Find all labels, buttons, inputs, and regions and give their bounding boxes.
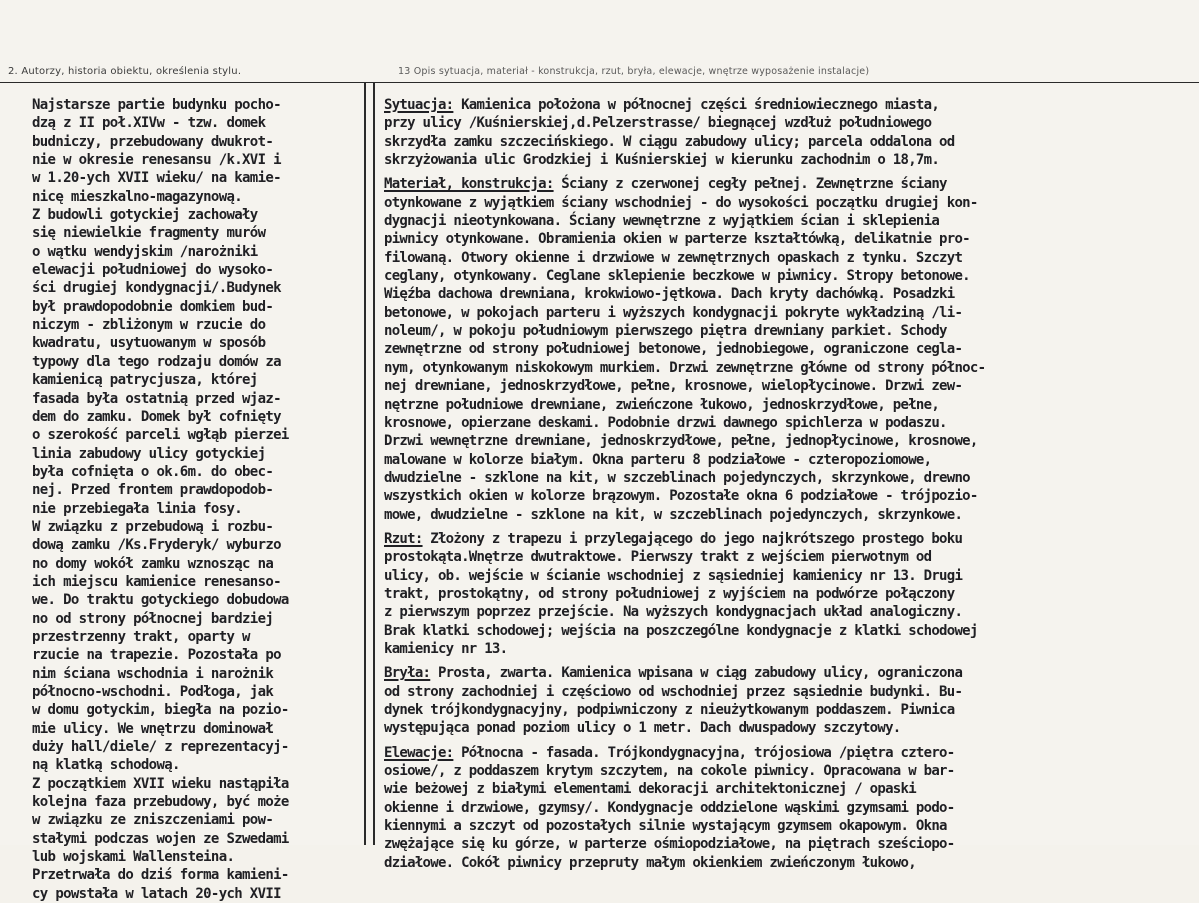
text-line: stałymi podczas wojen ze Szwedami <box>32 830 289 847</box>
section-first-line <box>384 175 1196 193</box>
text-line: w domu gotyckim, biegła na pozio- <box>32 702 289 719</box>
text-line: dem do zamku. Domek był cofnięty <box>32 408 281 425</box>
text-line: od strony zachodniej i częściowo od wschodniej przez sąsiednie budynki. Bu- <box>384 683 963 700</box>
section-first-line <box>384 96 1196 114</box>
text-line: działowe. Cokół piwnicy przepruty małym okienkiem zwieńczonym łukowo, <box>384 854 916 871</box>
text-line: rzucie na trapezie. Pozostała po <box>32 647 281 664</box>
text-line: dynek trójkondygnacyjny, podpiwniczony z nieużytkowanym poddaszem. Piwnica <box>384 702 955 718</box>
text-line: ulicy, ob. wejście w ścianie wschodniej z sąsiedniej kamienicy nr 13. Drugi <box>384 567 963 584</box>
section-heading: Materiał, konstrukcja: <box>384 176 554 193</box>
section-elewacje <box>384 744 1196 872</box>
text-line: o wątku wendyjskim /narożniki <box>32 243 258 260</box>
text-line: dzą z II poł.XIVw - tzw. domek <box>32 115 266 132</box>
text-line: W związku z przebudową i rozbu- <box>32 518 274 535</box>
text-line: mowe, dwudzielne - szklone na kit, w szczeblinach pojedynczych, skrzynkowe. <box>384 506 963 523</box>
text-line: filowaną. Otwory okienne i drzwiowe w zewnętrznych opaskach z tynku. Szczyt <box>384 249 963 266</box>
description-column <box>384 96 1196 878</box>
text-line: kwadratu, usytuowanym w sposób <box>32 335 266 352</box>
text-line: była cofnięta o ok.6m. do obec- <box>32 463 274 480</box>
text-line: w związku ze zniszczeniami pow- <box>32 812 274 829</box>
section-material <box>384 175 1196 524</box>
text-line: nim ściana wschodnia i narożnik <box>32 665 274 682</box>
section-heading: Sytuacja: <box>384 97 454 113</box>
text-line: noleum/, w pokoju południowym pierwszego piętra drewniany parkiet. Schody <box>384 323 947 340</box>
text-line: duży hall/diele/ z reprezentacyj- <box>32 739 289 756</box>
text-line: wie beżowej z białymi elementami dekoracji architektonicznej / opaski <box>384 781 916 798</box>
header-divider <box>0 82 1199 83</box>
text-line: krosnowe, opierzane deskami. Podobnie drzwi dawnego spichlerza w podaszu. <box>384 414 947 431</box>
text-line: niczym - zbliżonym w rzucie do <box>32 317 266 334</box>
section-heading: Rzut: <box>384 530 423 547</box>
text-line: no od strony północnej bardziej <box>32 610 274 627</box>
text-line: był prawdopodobnie domkiem bud- <box>32 298 274 315</box>
text-line: mie ulicy. We wnętrzu dominował <box>32 720 274 737</box>
text-line: elewacji południowej do wysoko- <box>32 262 274 279</box>
section-sytuacja <box>384 96 1196 169</box>
text-line: dową zamku /Ks.Fryderyk/ wyburzo <box>32 537 281 554</box>
left-column-header: 2. Autorzy, historia obiektu, określenia stylu. <box>8 66 242 77</box>
text-line: z pierwszym poprzez przejście. Na wyższych kondygnacjach układ analogiczny. <box>384 604 963 621</box>
section-heading: Bryła: <box>384 665 431 682</box>
text-line: nym, otynkowanym niskokowym murkiem. Drzwi zewnętrzne główne od strony północ- <box>384 359 986 376</box>
right-column-header: 13 Opis sytuacja, materiał - konstrukcja, rzut, bryła, elewacje, wnętrze wyposażenie instalacje) <box>398 66 870 77</box>
text-line: piwnicy otynkowane. Obramienia okien w parterze kształtówką, delikatnie pro- <box>384 231 970 248</box>
text-line: lub wojskami Wallensteina. <box>32 849 235 866</box>
text-line: kamienicą patrycjusza, której <box>32 372 258 389</box>
text-line: malowane w kolorze białym. Okna parteru 8 podziałowe - czteropoziomowe, <box>384 451 932 468</box>
text-line: we. Do traktu gotyckiego dobudowa <box>32 592 289 609</box>
text-line: dygnacji nieotynkowana. Ściany wewnętrzne z wyjątkiem ścian i sklepienia <box>384 213 940 230</box>
text-line: nie w okresie renesansu /k.XVI i <box>32 152 281 169</box>
column-divider-right <box>373 82 375 845</box>
text-line: północno-wschodni. Podłoga, jak <box>32 684 274 700</box>
text-line: nej drewniane, jednoskrzydłowe, pełne, krosnowe, wielopłycinowe. Drzwi zew- <box>384 378 963 395</box>
text-line: występująca ponad poziom ulicy o 1 metr. Dach dwuspadowy szczytowy. <box>384 720 901 737</box>
text-line: Brak klatki schodowej; wejścia na poszczególne kondygnacje z klatki schodowej <box>384 622 978 639</box>
text-line: Ściany z czerwonej cegły pełnej. Zewnętrzne ściany <box>553 176 947 193</box>
section-first-line <box>384 664 1196 682</box>
section-heading: Elewacje: <box>384 744 454 761</box>
text-line: nej. Przed frontem prawdopodob- <box>32 482 274 499</box>
text-line: skrzyżowania ulic Grodzkiej i Kuśnierskiej w kierunku zachodnim o 18,7m. <box>384 152 940 169</box>
text-line: budniczy, przebudowany dwukrot- <box>32 133 274 150</box>
text-line: Z budowli gotyckiej zachowały <box>32 207 258 224</box>
text-line: kamienicy nr 13. <box>384 640 508 657</box>
text-line: Prosta, zwarta. Kamienica wpisana w ciąg zabudowy ulicy, ograniczona <box>430 665 963 682</box>
text-line: Więźba dachowa drewniana, krokwiowo-jętkowa. Dach kryty dachówką. Posadzki <box>384 286 955 303</box>
text-line: Złożony z trapezu i przylegającego do jego najkrótszego prostego boku <box>422 530 963 547</box>
text-line: Północna - fasada. Trójkondygnacyjna, trójosiowa /piętra cztero- <box>453 744 955 761</box>
text-line: dwudzielne - szklone na kit, w szczeblinach pojedynczych, skrzynkowe, drewno <box>384 469 970 486</box>
text-line: kiennymi a szczyt od pozostałych silnie wystającym gzymsem okapowym. Okna <box>384 818 947 835</box>
text-line: przestrzenny trakt, oparty w <box>32 628 250 645</box>
text-line: ści drugiej kondygnacji/.Budynek <box>32 280 281 297</box>
text-line: nie przebiegała linia fosy. <box>32 500 243 517</box>
text-line: w 1.20-ych XVII wieku/ na kamie- <box>32 170 281 187</box>
text-line: trakt, prostokątny, od strony południowej z wyjściem na podwórze połączony <box>384 585 955 602</box>
text-line: Najstarsze partie budynku pocho- <box>32 97 281 113</box>
text-line: nicę mieszkalno-magazynową. <box>32 188 243 205</box>
text-line: ną klatką schodową. <box>32 757 180 774</box>
section-bryla <box>384 664 1196 737</box>
text-line: skrzydła zamku szczecińskiego. W ciągu zabudowy ulicy; parcela oddalona od <box>384 133 955 150</box>
text-line: Kamienica położona w północnej części średniowiecznego miasta, <box>453 97 940 113</box>
text-line: o szerokość parceli wgłąb pierzei <box>32 427 289 444</box>
text-line: linia zabudowy ulicy gotyckiej <box>32 445 266 462</box>
text-line: Drzwi wewnętrzne drewniane, jednoskrzydłowe, pełne, jednopłycinowe, krosnowe, <box>384 433 978 450</box>
text-line: okienne i drzwiowe, gzymsy/. Kondygnacje oddzielone wąskimi gzymsami podo- <box>384 799 955 816</box>
text-line: otynkowane z wyjątkiem ściany wschodniej - do wysokości początku drugiej kon- <box>384 194 978 211</box>
section-first-line <box>384 744 1196 762</box>
section-first-line <box>384 530 1196 548</box>
history-column <box>32 96 362 903</box>
text-line: betonowe, w pokojach parteru i wyższych kondygnacji pokryte wykładziną /li- <box>384 304 963 321</box>
text-line: nętrzne południowe drewniane, zwieńczone łukowo, jednoskrzydłowe, pełne, <box>384 396 940 413</box>
text-line: prostokąta.Wnętrze dwutraktowe. Pierwszy trakt z wejściem pierwotnym od <box>384 549 932 566</box>
text-line: cy powstała w latach 20-ych XVII <box>32 885 281 902</box>
text-line: wszystkich okien w kolorze brązowym. Pozostałe okna 6 podziałowe - trójpozio- <box>384 488 978 505</box>
text-line: typowy dla tego rodzaju domów za <box>32 353 281 370</box>
text-line: no domy wokół zamku wznosząc na <box>32 555 274 572</box>
text-line: się niewielkie fragmenty murów <box>32 225 266 242</box>
text-line: zwężające się ku górze, w parterze ośmiopodziałowe, na piętrach sześciopo- <box>384 836 955 853</box>
text-line: ich miejscu kamienice renesanso- <box>32 573 281 590</box>
text-line: kolejna faza przebudowy, być może <box>32 794 289 811</box>
text-line: ceglany, otynkowany. Ceglane sklepienie beczkowe w piwnicy. Stropy betonowe. <box>384 268 970 285</box>
text-line: przy ulicy /Kuśnierskiej,d.Pelzerstrasse/ biegnącej wzdłuż południowego <box>384 115 932 132</box>
column-divider-left <box>364 82 366 845</box>
text-line: osiowe/, z poddaszem krytym szczytem, na cokole piwnicy. Opracowana w bar- <box>384 763 955 780</box>
text-line: Przetrwała do dziś forma kamieni- <box>32 867 289 884</box>
section-rzut <box>384 530 1196 658</box>
text-line: fasada była ostatnią przed wjaz- <box>32 390 281 407</box>
text-line: zewnętrzne od strony południowej betonowe, jednobiegowe, ograniczone cegla- <box>384 341 963 358</box>
text-line: Z początkiem XVII wieku nastąpiła <box>32 775 289 792</box>
